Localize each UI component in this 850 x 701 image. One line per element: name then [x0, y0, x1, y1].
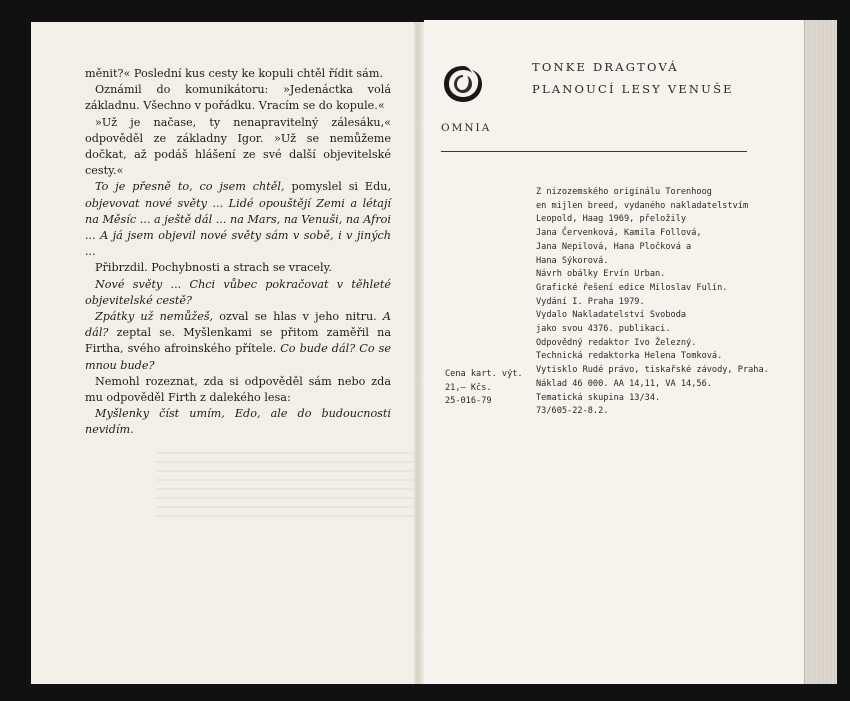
paragraph [85, 406, 391, 438]
text-run: ozval se hlas v jeho nitru. [213, 310, 383, 324]
paragraph [85, 309, 391, 374]
colophon-line: Leopold, Haag 1969, přeložily [536, 214, 687, 225]
price-info [445, 368, 535, 409]
text-run: pomyslel si Edu, [284, 180, 392, 194]
colophon-line: Vydání I. Praha 1979. [536, 296, 645, 307]
colophon-line: Jana Nepilová, Hana Pločková a [536, 241, 692, 252]
paragraph [85, 374, 391, 406]
text-run: Nemohl rozeznat, zda si odpověděl sám nebo zda mu odpověděl Firth z dalekého lesa: [85, 374, 391, 405]
colophon-line: Z nizozemského originálu Torenhoog [536, 187, 712, 197]
left-page-body-text [85, 66, 391, 439]
publisher-name: OMNIA [441, 122, 492, 134]
colophon-line: Návrh obálky Ervín Urban. [536, 269, 666, 280]
colophon-line: 73/605-22-8.2. [536, 406, 609, 417]
price-line: Cena kart. výt. [445, 369, 523, 379]
italic-text: A dál? [85, 310, 391, 340]
text-run: zeptal se. Myšlenkami se přitom zaměřil na Firtha, svého afroinského přítele. [85, 326, 391, 356]
paragraph [85, 82, 391, 114]
omnia-swirl-logo-icon [441, 62, 485, 106]
text-run: »Už je načase, ty nenapravitelný zálesáku,« odpověděl ze základny Igor. »Už se nemůžeme dočkat, až podáš hlášení ze své další objevitelské cesty.« [85, 115, 391, 178]
colophon-line: Jana Červenková, Kamila Follová, [536, 228, 702, 239]
book-title: PLANOUCÍ LESY VENUŠE [532, 82, 734, 96]
book-author: TONKE DRAGTOVÁ [532, 60, 679, 74]
paragraph [85, 115, 391, 180]
paragraph [85, 277, 391, 309]
colophon-line: Náklad 46 000. AA 14,11, VA 14,56. [536, 378, 712, 389]
italic-text: Myšlenky číst umím, Edo, ale do budoucnosti nevidím. [85, 407, 391, 437]
colophon-line: Vytisklo Rudé právo, tiskařské závody, Praha. [536, 365, 769, 376]
colophon-line: Vydalo Nakladatelství Svoboda [536, 310, 687, 321]
text-run: Přibrzdil. Pochybnosti a strach se vracely. [95, 261, 332, 275]
paragraph [85, 66, 391, 82]
italic-text: To je přesně to, co jsem chtěl, [95, 180, 285, 194]
italic-text: objevovat nové světy ... Lidé opouštějí Zemi a létají na Měsíc ... a ještě dál ... na Mars, na Venuši, na Afroi ... A já jsem objevil nové světy sám v sobě, i v jiných ... [85, 196, 391, 259]
colophon-line: Technická redaktorka Helena Tomková. [536, 351, 723, 362]
price-line: 21,— Kčs. [445, 382, 492, 393]
paragraph [85, 260, 391, 276]
colophon-line: Tematická skupina 13/34. [536, 392, 661, 403]
text-run: měnit?« Poslední kus cesty ke kopuli chtěl řídit sám. [85, 67, 384, 80]
italic-text: Co bude dál? Co se mnou bude? [85, 342, 392, 372]
horizontal-rule [441, 151, 747, 152]
colophon-line: en mijlen breed, vydaného nakladatelstvím [536, 200, 749, 211]
colophon-line: jako svou 4376. publikaci. [536, 324, 671, 335]
paragraph [85, 179, 391, 260]
text-run: Oznámil do komunikátoru: »Jedenáctka volá základnu. Všechno v pořádku. Vracím se do kopule.« [85, 83, 391, 113]
italic-text: Zpátky už nemůžeš, [95, 310, 214, 324]
book-gutter [414, 22, 424, 684]
colophon-line: Odpovědný redaktor Ivo Železný. [536, 337, 697, 348]
italic-text: Nové světy ... Chci vůbec pokračovat v těhleté objevitelské cestě? [85, 277, 391, 307]
colophon [536, 186, 776, 419]
colophon-line: Hana Sýkorová. [536, 255, 609, 266]
colophon-line: Grafické řešení edice Miloslav Fulín. [536, 282, 728, 293]
show-through-text [156, 452, 416, 522]
page-edges [804, 20, 837, 684]
price-line: 25-016-79 [445, 396, 492, 407]
